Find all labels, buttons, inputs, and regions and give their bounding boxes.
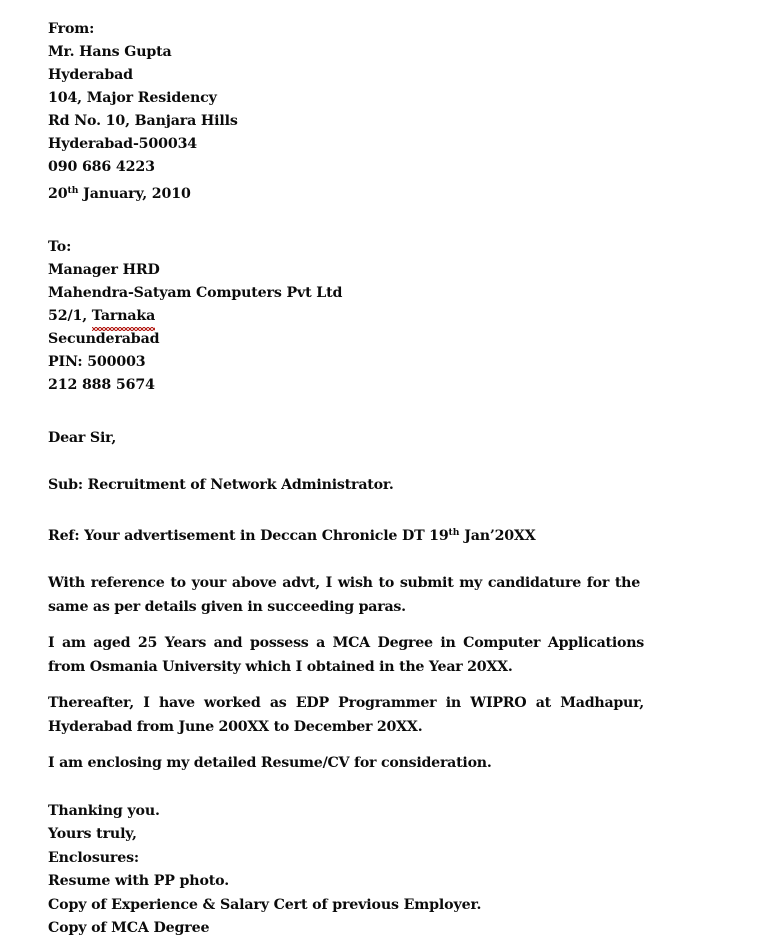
closing-block — [48, 800, 708, 941]
recipient-phone: 212 888 5674 — [48, 377, 155, 393]
body-paragraph-1: With reference to your above advt, I wish to submit my candidature for the same as per details given in succeeding paras. — [48, 575, 640, 615]
date-ordinal-suffix: th — [67, 185, 79, 196]
sender-street-1: 104, Major Residency — [48, 90, 217, 106]
enclosure-item-2: Copy of Experience & Salary Cert of previous Employer. — [48, 896, 482, 913]
spacer-before-closing — [48, 776, 708, 800]
spacer-after-recipient — [48, 397, 708, 427]
spacer-paragraph-2-3 — [48, 679, 708, 692]
salutation: Dear Sir, — [48, 430, 117, 446]
subject-line: Sub: Recruitment of Network Administrator. — [48, 477, 394, 493]
body-paragraph-2: I am aged 25 Years and possess a MCA Degree in Computer Applications from Osmania University which I obtained in the Year 20XX. — [48, 635, 644, 675]
reference-suffix: Jan’20XX — [459, 528, 536, 544]
recipient-company: Mahendra-Satyam Computers Pvt Ltd — [48, 285, 343, 301]
spacer-paragraph-1-2 — [48, 619, 708, 632]
body-paragraph-3: Thereafter, I have worked as EDP Programmer in WIPRO at Madhapur, Hyderabad from June 200XX to December 20XX. — [48, 695, 644, 735]
sender-name: Mr. Hans Gupta — [48, 44, 172, 60]
body-paragraph-4: I am enclosing my detailed Resume/CV for consideration. — [48, 755, 492, 771]
sender-phone: 090 686 4223 — [48, 159, 155, 175]
sender-date — [48, 179, 708, 206]
recipient-address-block — [48, 236, 708, 397]
sender-city: Hyderabad — [48, 67, 133, 83]
reference-ordinal-suffix: th — [448, 527, 460, 538]
sender-city-pin: Hyderabad-500034 — [48, 136, 198, 152]
closing-signoff: Yours truly, — [48, 826, 137, 842]
recipient-city: Secunderabad — [48, 331, 160, 347]
recipient-pin: PIN: 500003 — [48, 354, 146, 370]
recipient-designation: Manager HRD — [48, 262, 160, 278]
spacer-after-salutation — [48, 450, 708, 474]
closing-thanks: Thanking you. — [48, 802, 160, 819]
recipient-street-number: 52/1, — [48, 308, 92, 324]
recipient-street — [48, 305, 708, 328]
enclosure-item-1: Resume with PP photo. — [48, 873, 230, 889]
enclosures-label: Enclosures: — [48, 849, 139, 866]
spacer-after-reference — [48, 548, 708, 572]
sender-address-block — [48, 18, 708, 206]
sender-street-2: Rd No. 10, Banjara Hills — [48, 113, 238, 129]
reference-prefix: Ref: Your advertisement in Deccan Chronicle DT 19 — [48, 528, 449, 544]
recipient-to-label: To: — [48, 239, 72, 255]
date-day: 20 — [48, 186, 68, 202]
date-rest: January, 2010 — [78, 186, 191, 202]
spellcheck-misspelled-word: Tarnaka — [92, 305, 155, 328]
enclosure-item-3: Copy of MCA Degree — [48, 920, 210, 936]
reference-line — [48, 521, 708, 548]
spacer-paragraph-3-4 — [48, 739, 708, 752]
sender-from-label: From: — [48, 21, 95, 37]
spacer-after-subject — [48, 497, 708, 521]
spacer-after-sender — [48, 206, 708, 236]
